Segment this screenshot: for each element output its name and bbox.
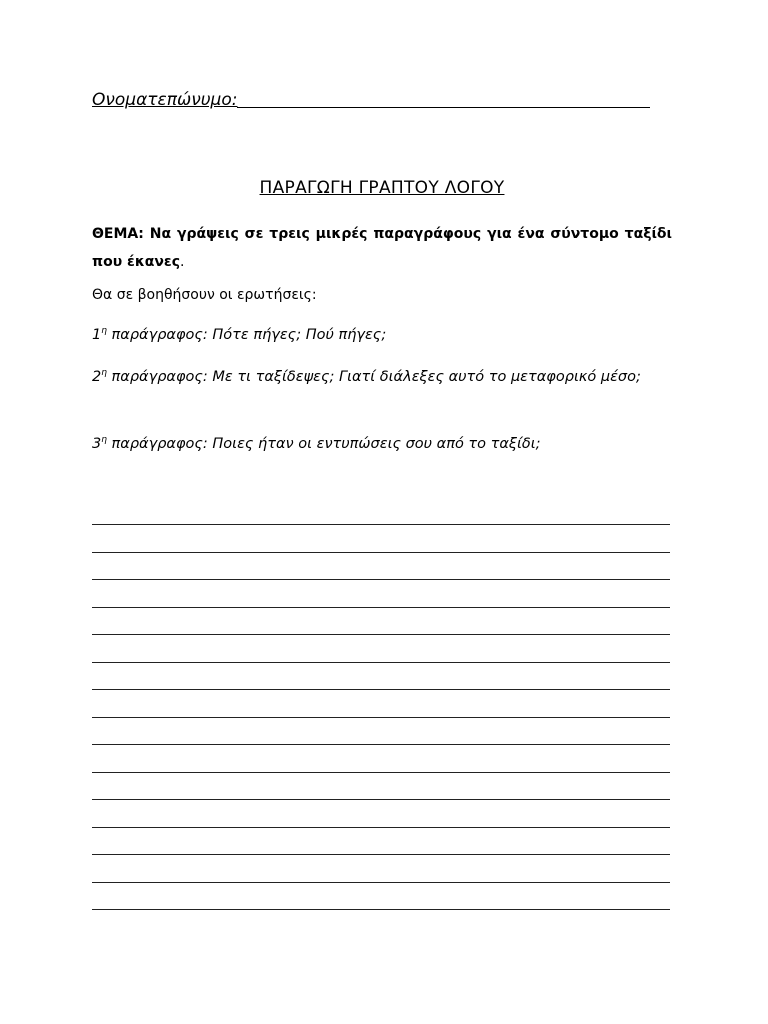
paragraph-ordinal: η [101, 435, 107, 445]
paragraph-ordinal: η [101, 326, 107, 336]
worksheet-page [92, 0, 672, 1024]
theme-end: . [180, 254, 185, 270]
paragraph-prompt-2 [92, 364, 672, 390]
paragraph-number: 1 [92, 327, 102, 343]
paragraph-number: 2 [92, 369, 102, 385]
theme-statement [92, 220, 672, 276]
helper-text: Θα σε βοηθήσουν οι ερωτήσεις: [92, 287, 317, 303]
paragraph-number: 3 [92, 436, 102, 452]
writing-line[interactable] [92, 744, 670, 745]
writing-line[interactable] [92, 799, 670, 800]
writing-line[interactable] [92, 607, 670, 608]
page-title: ΠΑΡΑΓΩΓΗ ΓΡΑΠΤΟΥ ΛΟΓΟΥ [259, 178, 505, 198]
paragraph-question: παράγραφος: Πότε πήγες; Πού πήγες; [106, 327, 387, 343]
paragraph-question: παράγραφος: Με τι ταξίδεψες; Γιατί διάλεξες αυτό το μεταφορικό μέσο; [106, 369, 641, 385]
paragraph-prompt-3 [92, 431, 672, 457]
writing-area[interactable] [92, 0, 672, 1024]
writing-line[interactable] [92, 634, 670, 635]
name-field[interactable] [92, 90, 650, 110]
writing-line[interactable] [92, 552, 670, 553]
writing-line[interactable] [92, 772, 670, 773]
writing-line[interactable] [92, 717, 670, 718]
paragraph-ordinal: η [101, 368, 107, 378]
name-label: Ονοματεπώνυμο: [92, 90, 238, 110]
theme-text: Να γράψεις σε τρεις μικρές παραγράφους για ένα σύντομο ταξίδι που έκανες [92, 226, 672, 270]
writing-line[interactable] [92, 827, 670, 828]
writing-line[interactable] [92, 662, 670, 663]
writing-line[interactable] [92, 882, 670, 883]
writing-line[interactable] [92, 689, 670, 690]
paragraph-prompt-1 [92, 322, 672, 348]
writing-line[interactable] [92, 579, 670, 580]
paragraph-question: παράγραφος: Ποιες ήταν οι εντυπώσεις σου από το ταξίδι; [106, 436, 541, 452]
writing-line[interactable] [92, 909, 670, 910]
name-blank[interactable] [237, 107, 650, 108]
writing-line[interactable] [92, 524, 670, 525]
writing-line[interactable] [92, 854, 670, 855]
theme-label: ΘΕΜΑ: [92, 226, 144, 242]
